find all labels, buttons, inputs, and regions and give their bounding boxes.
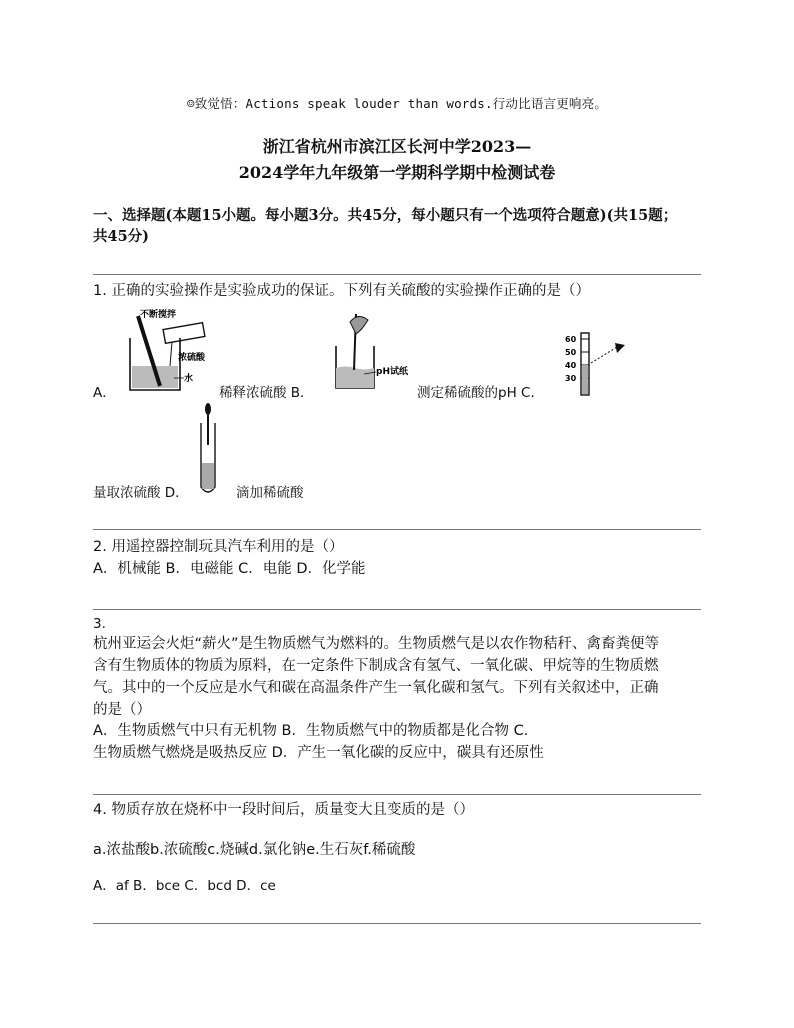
tick-50: 50 [565, 348, 577, 357]
label-water: 水 [184, 374, 194, 384]
q1-option-b-text: 测定稀硫酸的pH C． [417, 385, 544, 401]
tick-60: 60 [565, 335, 577, 344]
q4-options: A．af B．bce C．bcd D．ce [93, 878, 276, 894]
divider [93, 274, 701, 275]
label-ph-paper: pH试纸 [376, 367, 408, 377]
q2-options: A．机械能 B．电磁能 C．电能 D．化学能 [93, 561, 366, 577]
q4-items: a.浓盐酸b.浓硫酸c.烧碱d.氯化钠e.生石灰f.稀硫酸 [93, 842, 416, 858]
q4-stem: 4. 物质存放在烧杯中一段时间后，质量变大且变质的是（） [93, 802, 474, 818]
q1-option-c-text: 量取浓硫酸 D． [93, 485, 189, 501]
q1-option-a-text: 稀释浓硫酸 B． [219, 385, 314, 401]
motto: ☺致觉悟：Actions speak louder than words.行动比语言更响亮。 [186, 96, 608, 111]
label-stir: 不断搅拌 [140, 310, 177, 320]
q1-option-a-prefix: A． [93, 385, 116, 401]
eye-icon [615, 343, 625, 353]
q3-line5: A．生物质燃气中只有无机物 B．生物质燃气中的物质都是化合物 C． [93, 723, 539, 739]
hand-icon [350, 316, 368, 334]
figure-ph-test [328, 310, 420, 392]
acid-bottle [163, 323, 205, 344]
q3-number: 3. [93, 616, 106, 632]
q1-stem: 1. 正确的实验操作是实验成功的保证。下列有关硫酸的实验操作正确的是（） [93, 283, 590, 299]
exam-title-line2: 2024学年九年级第一学期科学期中检测试卷 [238, 163, 556, 182]
divider [93, 923, 701, 924]
q1-option-d-text: 滴加稀硫酸 [236, 485, 304, 501]
sight-line [591, 347, 617, 363]
q3-line2: 含有生物质体的物质为原料，在一定条件下制成含有氢气、一氧化碳、甲烷等的生物质燃 [93, 658, 659, 674]
q3-line1: 杭州亚运会火炬“薪火”是生物质燃气为燃料的。生物质燃气是以农作物秸秆、禽畜粪便等 [93, 636, 660, 652]
q3-line6: 生物质燃气燃烧是吸热反应 D．产生一氧化碳的反应中，碳具有还原性 [93, 745, 544, 761]
q2-stem: 2. 用遥控器控制玩具汽车利用的是（） [93, 539, 344, 555]
divider [93, 529, 701, 530]
label-conc-acid: 浓硫酸 [178, 353, 206, 363]
tick-30: 30 [565, 374, 577, 383]
divider [93, 794, 701, 795]
q3-line4: 的是（） [93, 702, 151, 718]
figure-dilute-acid [118, 306, 226, 394]
section-heading-line1: 一、选择题(本题15小题。每小题3分。共45分，每小题只有一个选项符合题意)(共15题； [93, 207, 678, 224]
dropper-bulb [205, 403, 211, 415]
tick-40: 40 [565, 361, 577, 370]
divider [93, 609, 701, 610]
section-heading-line2: 共45分) [93, 228, 150, 245]
figure-dropper [195, 401, 223, 497]
q3-line3: 气。其中的一个反应是水气和碳在高温条件产生一氧化碳和氢气。下列有关叙述中，正确 [93, 680, 659, 696]
exam-title-line1: 浙江省杭州市滨江区长河中学2023— [262, 137, 532, 156]
figure-graduated-cylinder [561, 331, 631, 397]
